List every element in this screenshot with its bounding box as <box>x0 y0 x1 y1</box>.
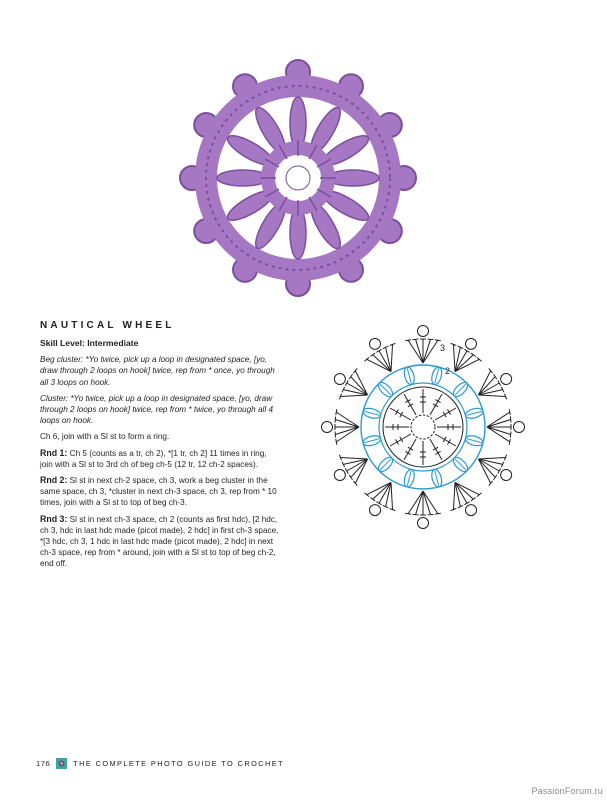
hdc-cap <box>345 380 348 385</box>
picot-loop <box>370 338 381 349</box>
hdc-cap <box>335 431 336 437</box>
picot-loop <box>418 518 429 529</box>
treble-stitch <box>404 439 416 460</box>
treble-stitch <box>435 408 456 420</box>
treble-bar <box>408 404 413 407</box>
treble-bar <box>405 400 410 403</box>
hdc-stitch <box>478 395 505 397</box>
hdc-stitch <box>335 427 359 434</box>
picot-loop <box>501 374 512 385</box>
hdc-cap <box>336 409 337 415</box>
hdc-cap <box>405 340 411 341</box>
hdc-stitch <box>423 491 430 515</box>
hdc-stitch <box>340 395 367 397</box>
cluster-stem <box>466 439 481 443</box>
hdc-stitch <box>408 340 423 363</box>
hdc-cap <box>335 417 336 423</box>
center-hole <box>286 166 310 190</box>
hdc-stitch <box>423 339 430 363</box>
cluster-stem <box>455 459 466 470</box>
crochet-motif-photo <box>178 58 418 298</box>
round-2-stitches <box>361 365 485 489</box>
round-text: Sl st in next ch-3 space, ch 2 (counts as first hdc), [2 hdc, ch 3, hdc in last hdc made (picot made), 2 hdc] in first ch-3 space, *[3 hdc, ch 3, 1 hdc in last hdc made (picot made), 2 hdc] in next ch-3 space, rep from * around, join with a Sl st to top of beg ch-2, end off. <box>40 514 279 569</box>
pattern-title: NAUTICAL WHEEL <box>40 320 175 331</box>
treble-bar <box>400 437 403 442</box>
hdc-stitch <box>487 412 510 427</box>
hdc-stitch <box>391 482 393 509</box>
cluster-stem <box>364 439 379 443</box>
treble-stitch <box>435 434 456 446</box>
pattern-instructions <box>40 338 280 575</box>
treble-bar <box>405 451 410 454</box>
hdc-cap <box>376 502 381 505</box>
treble-bar <box>396 409 399 414</box>
round-label: Rnd 1: <box>40 447 68 458</box>
picot-loop <box>501 470 512 481</box>
book-title: THE COMPLETE PHOTO GUIDE TO CROCHET <box>73 758 284 768</box>
start-instruction: Ch 6, join with a Sl st to form a ring. <box>40 432 170 442</box>
hdc-stitch <box>487 427 511 434</box>
picot-loop <box>334 470 345 481</box>
treble-bar <box>435 451 440 454</box>
skill-level: Skill Level: Intermediate <box>40 338 139 348</box>
hdc-cap <box>435 340 441 341</box>
cluster-stem <box>380 459 391 470</box>
hdc-stitch <box>340 457 367 459</box>
hdc-cap <box>510 431 511 437</box>
hdc-stitch <box>336 427 359 442</box>
hdc-stitch <box>408 491 423 514</box>
round-2 <box>40 475 280 509</box>
hdc-cap <box>345 468 348 473</box>
treble-stitch <box>390 408 411 420</box>
picot-loop <box>322 422 333 433</box>
hdc-stitch <box>487 427 510 442</box>
hdc-stitch <box>423 491 438 514</box>
cluster-stem <box>435 470 439 485</box>
hdc-stitch <box>453 482 455 509</box>
picot-loop <box>466 338 477 349</box>
hdc-stitch <box>416 339 423 363</box>
treble-bar <box>400 412 403 417</box>
hdc-stitch <box>487 420 511 427</box>
page-number: 176 <box>36 758 51 768</box>
hdc-cap <box>509 439 510 445</box>
picot-loop <box>466 505 477 516</box>
hdc-cap <box>498 380 501 385</box>
hdc-cap <box>427 514 433 515</box>
picot-loop <box>418 326 429 337</box>
round-2-label: 2 <box>445 366 451 376</box>
watermark: PassionForum.ru <box>531 786 603 796</box>
treble-stitch <box>430 439 442 460</box>
cluster-stem <box>435 368 439 383</box>
round-1 <box>40 448 280 470</box>
foundation-ring <box>411 415 435 439</box>
hdc-cap <box>464 349 469 352</box>
round-text: Sl st in next ch-2 space, ch 3, work a beg cluster in the same space, ch 3, *cluster in next ch-3 space, ch 3, rep from * 10 times, join with a Sl st to top of beg ch-3. <box>40 476 277 508</box>
round-1-stitches <box>383 387 463 467</box>
hdc-cap <box>464 502 469 505</box>
hdc-stitch <box>416 491 423 515</box>
cluster-definition: Cluster: *Yo twice, pick up a loop in designated space, [yo, draw through 2 loops on hook] twice, rep from * twice, yo through all 4 loops on hook. <box>40 393 274 426</box>
page-footer <box>36 757 284 769</box>
hdc-stitch <box>391 344 393 371</box>
hdc-stitch <box>423 340 438 363</box>
hdc-stitch <box>453 344 455 371</box>
round-label: Rnd 3: <box>40 513 68 524</box>
picot-loop <box>514 422 525 433</box>
treble-stitch <box>390 434 411 446</box>
treble-bar <box>447 409 450 414</box>
cluster-stem <box>466 411 481 415</box>
hdc-cap <box>435 513 441 514</box>
motif-group <box>180 60 416 296</box>
round-label: Rnd 2: <box>40 475 68 486</box>
cluster-stem <box>380 384 391 395</box>
hdc-stitch <box>335 420 359 427</box>
treble-bar <box>443 412 446 417</box>
treble-stitch <box>404 394 416 415</box>
hdc-cap <box>405 513 411 514</box>
hdc-cap <box>509 409 510 415</box>
hdc-cap <box>376 349 381 352</box>
hdc-stitch <box>336 412 359 427</box>
treble-bar <box>447 439 450 444</box>
treble-bar <box>408 447 413 450</box>
book-logo-icon <box>56 758 67 769</box>
treble-bar <box>396 439 399 444</box>
beg-cluster-definition: Beg cluster: *Yo twice, pick up a loop in designated space, [yo, draw through 2 loops on hook] twice, rep from * once, yo through all 3 loops on hook. <box>40 355 275 387</box>
hdc-cap <box>413 339 419 340</box>
round-text: Ch 5 (counts as a tr, ch 2), *[1 tr, ch 2] 11 times in ring, join with a Sl st to 3rd ch of beg ch-5 (12 tr, 12 ch-2 spaces). <box>40 448 267 469</box>
cluster-stem <box>455 384 466 395</box>
picot-loop <box>334 374 345 385</box>
cluster-stem <box>364 411 379 415</box>
round-3-stitches <box>322 326 525 529</box>
hdc-cap <box>336 439 337 445</box>
cluster-stem <box>407 368 411 383</box>
treble-bar <box>443 437 446 442</box>
picot-loop <box>370 505 381 516</box>
hdc-cap <box>413 514 419 515</box>
treble-bar <box>433 447 438 450</box>
round-3 <box>40 514 280 570</box>
cluster-stem <box>407 470 411 485</box>
hdc-cap <box>427 339 433 340</box>
chain-3-ring <box>361 365 485 489</box>
hdc-cap <box>498 468 501 473</box>
hdc-cap <box>510 417 511 423</box>
treble-bar <box>433 404 438 407</box>
hdc-stitch <box>478 457 505 459</box>
crochet-symbol-diagram <box>318 322 528 532</box>
round-3-label: 3 <box>440 343 446 353</box>
treble-bar <box>435 400 440 403</box>
treble-stitch <box>430 394 442 415</box>
